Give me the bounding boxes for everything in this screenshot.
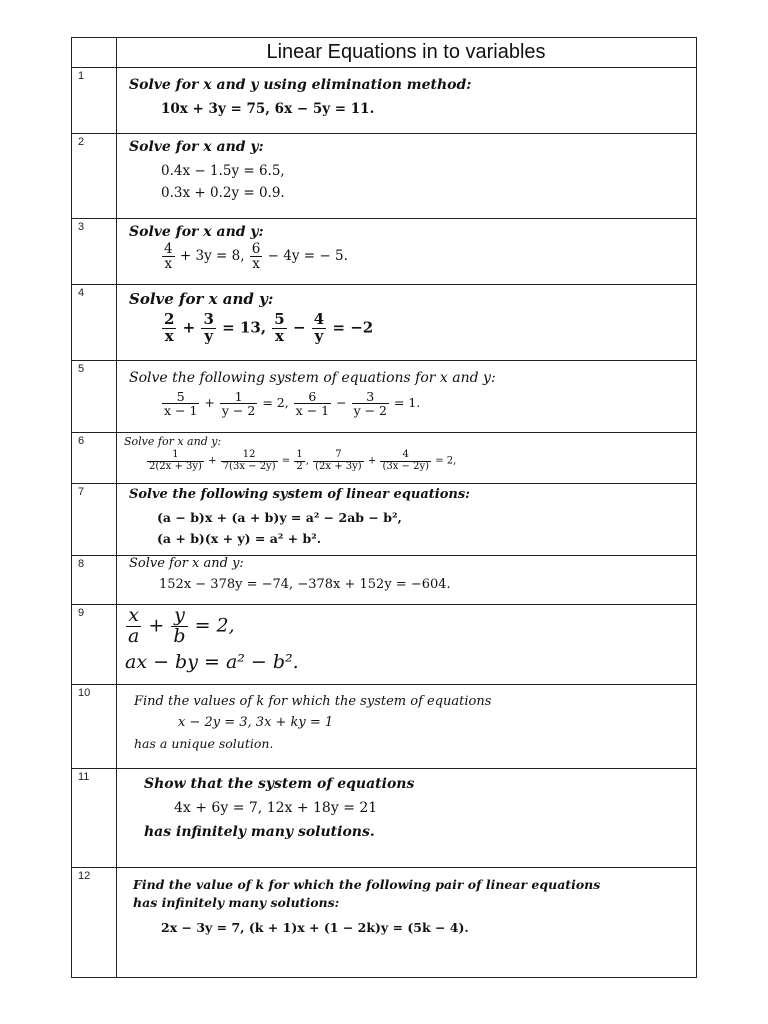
equation-text: + 3y = 8, xyxy=(179,248,245,265)
numerator: 2 xyxy=(164,310,175,328)
equation-text: + xyxy=(208,455,217,467)
problem-content xyxy=(125,606,688,673)
problem-prompt: Solve for x and y: xyxy=(124,435,222,448)
numerator: 1 xyxy=(220,390,257,404)
equation-text: − xyxy=(336,395,347,411)
problem-content xyxy=(129,556,688,592)
problem-content xyxy=(129,370,688,417)
problem-prompt: Solve for x and y using elimination method: xyxy=(129,77,472,93)
denominator: x xyxy=(164,326,174,345)
problem-row-1 xyxy=(72,67,696,134)
equation: 152x − 378y = −74, −378x + 152y = −604. xyxy=(159,577,451,592)
equation: x − 2y = 3, 3x + ky = 1 xyxy=(178,715,334,730)
problem-row-6 xyxy=(72,432,696,484)
equation: 2x − 3y = 7, (k + 1)x + (1 − 2k)y = (5k − 4). xyxy=(161,920,469,935)
equation: ax − by = a² − b². xyxy=(125,650,299,673)
denominator: x − 1 xyxy=(295,403,330,419)
numerator: 1 xyxy=(147,450,204,462)
problem-prompt: Show that the system of equations xyxy=(144,776,415,792)
problem-number: 12 xyxy=(78,870,91,882)
denominator: (2x + 3y) xyxy=(315,460,362,472)
problem-number: 8 xyxy=(78,558,85,570)
problem-row-4 xyxy=(72,284,696,361)
denominator: 7(3x − 2y) xyxy=(222,460,276,472)
equation xyxy=(129,390,688,417)
problem-content xyxy=(129,487,688,546)
equation: (a − b)x + (a + b)y = a² − 2ab − b², xyxy=(157,510,402,525)
numerator: 12 xyxy=(221,450,278,462)
denominator: x xyxy=(164,256,173,273)
problem-content xyxy=(133,877,688,935)
problem-prompt: Find the values of k for which the system of equations xyxy=(134,694,492,709)
worksheet-table xyxy=(71,37,697,978)
equation-text: = 2, xyxy=(194,614,235,637)
problem-row-12 xyxy=(72,867,696,978)
denominator: x xyxy=(252,256,260,273)
numerator: 6 xyxy=(294,390,331,404)
problem-content xyxy=(129,290,688,345)
denominator: y xyxy=(204,326,214,345)
problem-row-2 xyxy=(72,133,696,219)
denominator: y − 2 xyxy=(353,403,387,419)
problem-number: 9 xyxy=(78,607,85,619)
problem-content xyxy=(129,224,688,271)
problem-prompt: Solve the following system of linear equations: xyxy=(129,487,470,502)
equation-text: = 1. xyxy=(393,395,421,411)
problem-number: 11 xyxy=(78,771,90,783)
numerator: 4 xyxy=(380,450,431,462)
numerator: 5 xyxy=(274,310,285,328)
problem-row-7 xyxy=(72,483,696,556)
problem-row-11 xyxy=(72,768,696,868)
problem-prompt: Solve for x and y: xyxy=(129,556,244,571)
numerator: x xyxy=(126,606,141,627)
problem-content xyxy=(144,776,688,840)
problem-tail: has infinitely many solutions. xyxy=(144,824,375,840)
equation-text: + xyxy=(367,455,377,467)
problem-content xyxy=(129,139,688,201)
numerator: 3 xyxy=(352,390,389,404)
equation: 10x + 3y = 75, 6x − 5y = 11. xyxy=(161,101,375,117)
denominator: a xyxy=(128,624,140,647)
equation-text: + xyxy=(148,614,165,637)
equation xyxy=(125,606,688,647)
denominator: b xyxy=(173,624,186,647)
problem-prompt: Solve for x and y: xyxy=(129,290,274,308)
problem-content xyxy=(134,694,688,751)
denominator: y − 2 xyxy=(221,403,256,419)
denominator: y xyxy=(314,326,324,345)
numerator: 3 xyxy=(203,310,214,328)
equation-text: = −2 xyxy=(332,318,374,337)
problem-number: 2 xyxy=(78,136,85,148)
problem-prompt: Solve for x and y: xyxy=(129,224,264,240)
problem-row-3 xyxy=(72,218,696,285)
equation-text: − 4y = − 5. xyxy=(267,248,348,265)
problem-content xyxy=(129,77,688,117)
denominator: 2 xyxy=(296,460,303,472)
numerator: 5 xyxy=(162,390,199,404)
equation-text: = xyxy=(281,455,291,467)
equation xyxy=(129,242,688,271)
problem-number: 4 xyxy=(78,287,85,299)
equation-text: = 2, xyxy=(262,395,289,411)
equation: 0.3x + 0.2y = 0.9. xyxy=(161,185,285,201)
problem-number: 5 xyxy=(78,363,85,375)
equation-text: + xyxy=(204,395,215,411)
problem-prompt-continued: has infinitely many solutions: xyxy=(133,895,340,910)
problem-tail: has a unique solution. xyxy=(134,736,274,751)
equation-text: − xyxy=(292,318,306,337)
numerator: 4 xyxy=(164,241,173,257)
page-title: Linear Equations in to variables xyxy=(266,41,546,63)
equation-text: = 13, xyxy=(222,318,267,337)
equation: (a + b)(x + y) = a² + b². xyxy=(157,531,322,546)
numerator: y xyxy=(171,606,187,627)
denominator: 2(2x + 3y) xyxy=(149,460,202,472)
denominator: x − 1 xyxy=(164,403,198,419)
problem-prompt: Solve for x and y: xyxy=(129,139,264,155)
equation-text: + xyxy=(182,318,196,337)
equation-text: , xyxy=(305,455,309,467)
problem-row-9 xyxy=(72,604,696,685)
problem-number: 1 xyxy=(78,70,85,82)
denominator: (3x − 2y) xyxy=(382,460,430,472)
numerator: 7 xyxy=(313,450,364,462)
header-row xyxy=(72,38,696,68)
problem-content xyxy=(124,435,688,472)
problem-prompt: Find the value of k for which the following pair of linear equations xyxy=(133,877,601,892)
equation xyxy=(124,450,688,472)
equation-text: = 2, xyxy=(435,455,457,467)
denominator: x xyxy=(275,326,284,345)
problem-row-5 xyxy=(72,360,696,433)
problem-number: 7 xyxy=(78,486,85,498)
problem-row-8 xyxy=(72,555,696,605)
problem-number: 6 xyxy=(78,435,85,447)
problem-number: 3 xyxy=(78,221,85,233)
numerator: 1 xyxy=(296,449,303,460)
equation: 4x + 6y = 7, 12x + 18y = 21 xyxy=(174,800,378,816)
problem-number: 10 xyxy=(78,687,91,699)
problem-row-10 xyxy=(72,684,696,769)
equation xyxy=(129,312,688,345)
numerator: 4 xyxy=(313,310,325,328)
numerator: 6 xyxy=(251,241,261,257)
problem-prompt: Solve the following system of equations for x and y: xyxy=(129,370,496,386)
equation: 0.4x − 1.5y = 6.5, xyxy=(161,163,285,179)
